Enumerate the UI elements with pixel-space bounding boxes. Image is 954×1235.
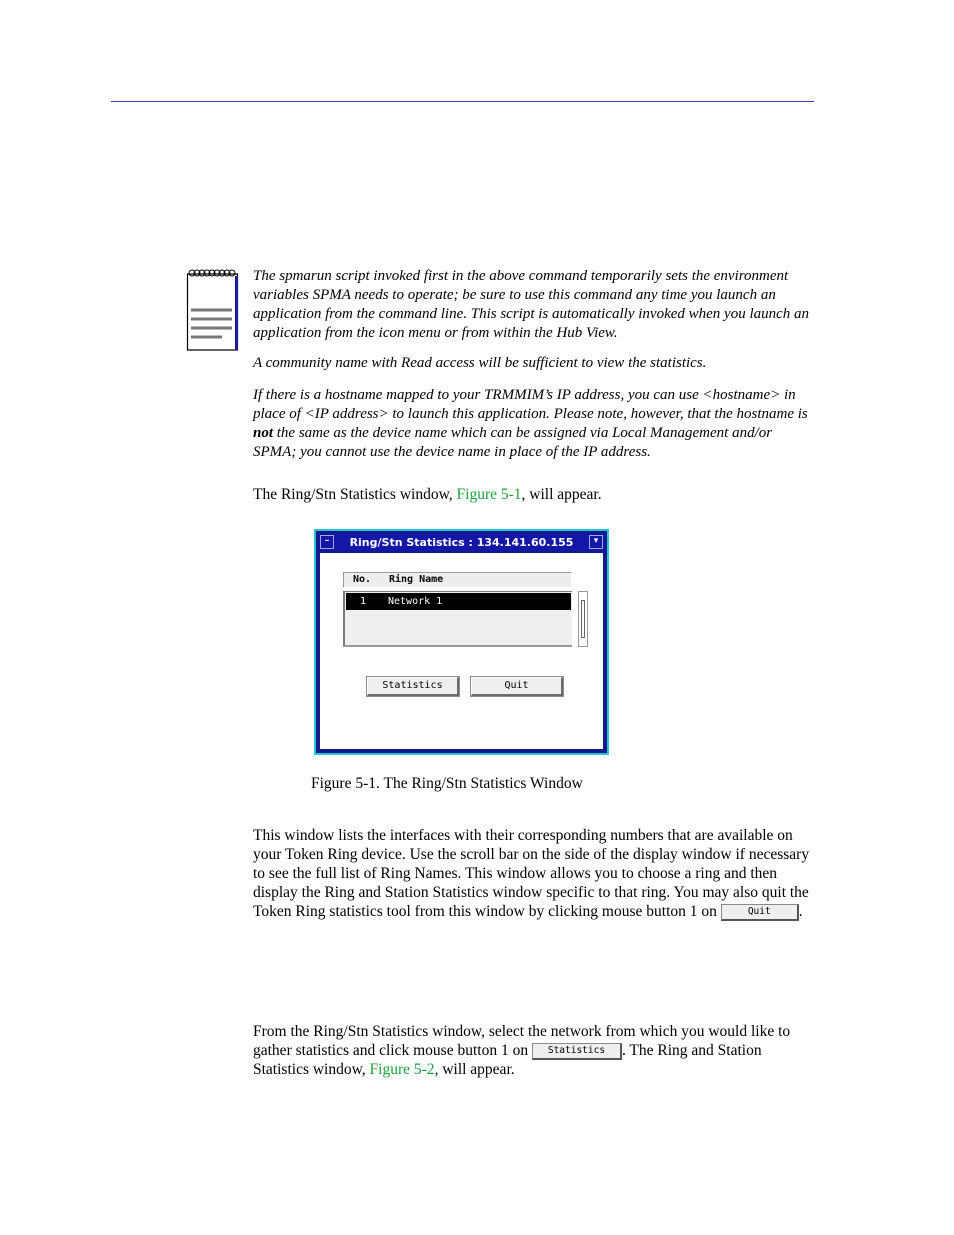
intro-after: , will appear. bbox=[521, 486, 602, 503]
ring-list[interactable] bbox=[343, 591, 572, 647]
select-middle: . The Ring and Station Statistics window, bbox=[253, 1042, 762, 1078]
select-after: , will appear. bbox=[434, 1061, 515, 1078]
figure-5-1-link[interactable]: Figure 5-1 bbox=[456, 486, 522, 503]
ring-list-header bbox=[343, 572, 572, 588]
row-number: 1 bbox=[360, 596, 367, 607]
window-description-paragraph bbox=[253, 826, 815, 921]
figure-caption: Figure 5-1. The Ring/Stn Statistics Window bbox=[311, 775, 583, 792]
row-ring-name: Network 1 bbox=[388, 596, 443, 607]
window-description-end: . bbox=[798, 903, 803, 920]
window-title: Ring/Stn Statistics : 134.141.60.155 bbox=[349, 536, 574, 549]
window-frame bbox=[316, 531, 607, 753]
ring-list-scrollbar[interactable] bbox=[578, 591, 588, 647]
note-hostname-bold: not bbox=[253, 425, 274, 441]
window-titlebar bbox=[319, 534, 604, 551]
select-before: From the Ring/Stn Statistics window, select the network from which you would like to gather statistics and click mouse button 1 on bbox=[253, 1023, 791, 1059]
scrollbar-thumb[interactable] bbox=[581, 600, 585, 638]
intro-before: The Ring/Stn Statistics window, bbox=[253, 486, 457, 503]
note-hostname-a: If there is a hostname mapped to your TRMMIM’s IP address, you can use <hostname> in place of <IP address> to launch this application. Please note, however, that the hostname is bbox=[253, 387, 808, 422]
column-ring-name: Ring Name bbox=[389, 574, 444, 585]
note-spmarun: The spmarun script invoked first in the above command temporarily sets the environment variables SPMA needs to operate; be sure to use this command any time you launch an application from the command line. This script is automatically invoked when you launch an application from the icon menu or from within the Hub View. bbox=[253, 268, 810, 341]
notepad-icon bbox=[186, 268, 240, 352]
window-menu-icon[interactable]: – bbox=[320, 535, 334, 549]
inline-statistics-button: Statistics bbox=[532, 1043, 622, 1060]
header-rule bbox=[111, 101, 814, 102]
column-no: No. bbox=[353, 574, 372, 585]
inline-quit-button: Quit bbox=[721, 904, 799, 921]
quit-button[interactable]: Quit bbox=[471, 677, 563, 696]
note-hostname bbox=[253, 386, 815, 462]
ring-list-row[interactable] bbox=[346, 593, 571, 610]
statistics-button[interactable]: Statistics bbox=[367, 677, 459, 696]
ring-stn-statistics-window bbox=[314, 529, 609, 755]
select-network-paragraph bbox=[253, 1022, 815, 1079]
intro-paragraph bbox=[253, 485, 815, 504]
window-minimize-icon[interactable]: ▾ bbox=[589, 535, 603, 549]
window-description-text: This window lists the interfaces with their corresponding numbers that are available on your Token Ring device. Use the scroll bar on the side of the display window if necessary to see the full list of Ring Names. This window allows you to choose a ring and then display the Ring and Station Statistics window specific to that ring. You may also quit the Token Ring statistics tool from this window by clicking mouse button 1 on bbox=[253, 827, 810, 920]
figure-5-2-link[interactable]: Figure 5-2 bbox=[369, 1061, 435, 1078]
note-hostname-b: the same as the device name which can be assigned via Local Management and/or SPMA; you cannot use the device name in place of the IP address. bbox=[253, 425, 773, 460]
window-client-area bbox=[320, 553, 603, 749]
note-community: A community name with Read access will be sufficient to view the statistics. bbox=[253, 355, 707, 371]
